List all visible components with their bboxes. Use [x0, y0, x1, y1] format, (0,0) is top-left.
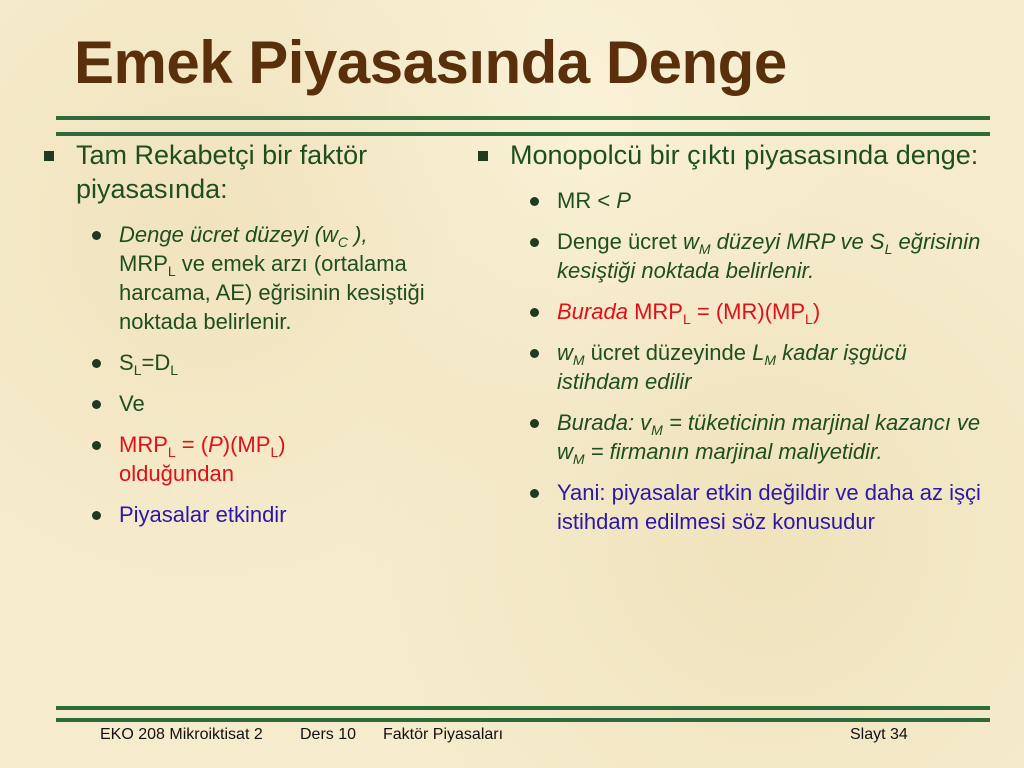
round-bullet-icon	[530, 238, 539, 247]
left-bullet-mrp: $MRP_L = (P)(MP_L)$ olduğundan	[92, 430, 466, 488]
round-bullet-icon	[530, 349, 539, 358]
round-bullet-icon	[92, 231, 101, 240]
footer-rule-top	[56, 706, 990, 710]
right-bullet-mr-p: MR < P	[530, 186, 990, 215]
title-rule-top	[56, 116, 990, 120]
round-bullet-icon	[92, 441, 101, 450]
footer-rule-bottom	[56, 718, 990, 722]
round-bullet-icon	[92, 511, 101, 520]
right-bullet-burada-mrp: Burada $MRP_L = (MR)(MP_L)$	[530, 297, 990, 326]
right-bullet-definitions: Burada: $v_M$ = tüketicinin marjinal kazancı ve $w_M$ = firmanın marjinal maliyetidir.	[530, 408, 990, 466]
right-heading-item	[470, 138, 990, 172]
round-bullet-icon	[92, 400, 101, 409]
right-bullet-conclusion: Yani: piyasalar etkin değildir ve daha az işçi istihdam edilmesi söz konusudur	[530, 478, 990, 536]
right-heading: Monopolcü bir çıktı piyasasında denge:	[510, 140, 979, 170]
title-rule-bottom	[56, 132, 990, 136]
left-bullet-supply-demand: $S_L=D_L$	[92, 348, 466, 377]
right-bullet-employment: $w_M$ ücret düzeyinde $L_M$ kadar işgücü istihdam edilir	[530, 338, 990, 396]
square-bullet-icon	[44, 151, 54, 161]
slide-title: Emek Piyasasında Denge	[74, 29, 787, 96]
square-bullet-icon	[478, 151, 488, 161]
left-heading: Tam Rekabetçi bir faktör piyasasında:	[76, 140, 368, 204]
left-bullet-ve: Ve	[92, 389, 466, 418]
round-bullet-icon	[530, 419, 539, 428]
footer-course: EKO 208 Mikroiktisat 2	[100, 726, 263, 743]
footer-slide-number: Slayt 34	[850, 726, 908, 743]
round-bullet-icon	[92, 359, 101, 368]
right-column	[470, 138, 990, 548]
round-bullet-icon	[530, 489, 539, 498]
right-bullet-wage: Denge ücret $w_M$ düzeyi MRP ve $S_L$ eğrisinin kesiştiği noktada belirlenir.	[530, 227, 990, 285]
footer-lecture: Ders 10	[300, 726, 357, 743]
left-bullet-efficient: Piyasalar etkindir	[92, 500, 466, 529]
left-heading-item	[36, 138, 466, 206]
round-bullet-icon	[530, 197, 539, 206]
left-column	[36, 138, 466, 541]
left-bullet-equilibrium: Denge ücret düzeyi ($w_C$ ), $MRP_L$ ve emek arzı (ortalama harcama, AE) eğrisinin kesiştiği noktada belirlenir.	[92, 220, 466, 336]
round-bullet-icon	[530, 308, 539, 317]
footer-topic: Faktör Piyasaları	[383, 726, 504, 743]
